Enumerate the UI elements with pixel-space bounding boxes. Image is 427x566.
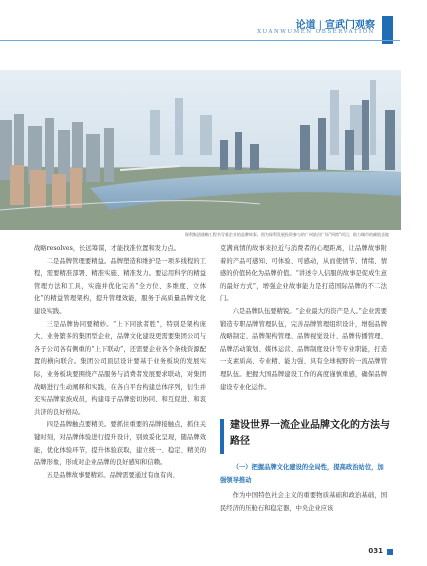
page-number: 031 <box>368 547 383 555</box>
paragraph: 五是品牌故事要精彩。品牌需要通过有血有肉、 <box>46 471 179 479</box>
city-skyline-illustration <box>0 70 401 230</box>
paragraph: 作为中国特色社会主义的重要物质基础和政治基础，国民经济的压舱石和稳定器，中央企业应该 <box>220 492 387 512</box>
paragraph: 六是品牌队伍要精锐。“企业最大的资产是人。”企业需要锻造专职品牌管理队伍，完善品牌管理组织设计，增强品牌战略制定、品牌架构管理、品牌视觉设计、品牌传播管理、品牌活动策划、媒体运营、品牌制度设计等专业职能，打造一支素质高、专业精、能力强、具有全球视野的一流品牌管理队伍。把握大国品牌建设工作的高度谨慎重感，确保品牌建设专业化运作。 <box>220 307 388 391</box>
paragraph: 战略resolves，长远筹谋，才能找准位置和发力点。 <box>34 245 180 252</box>
sub-heading <box>220 462 387 487</box>
sub-heading-text: （一）把握品牌文化建设的全局性，提高政治站位，加强领导推动 <box>220 464 384 484</box>
section-heading-text: 建设世界一流企业品牌文化的方法与路径 <box>230 420 390 447</box>
paragraph: 三是品牌协同要精妙。“上下同欲者胜”，特别是架构庞大、业务繁多的集团型企业，品牌文化建设更需要集团公司与各子公司各有侧重的“上下联动”，还需要企业各个条线资源配置的横向联合。集团公司顶层设计要基于业务板块的发展实际，业务板块要围绕产品服务与消费者发展要求联动，对集团战略进行生动阐释和实践，在各自平台构建总体序列，衍生并充实品牌家族成员，构建母子品牌密切协同、和互促进、和衷共济的良好格局。 <box>34 320 206 416</box>
header-rule <box>0 40 400 41</box>
paragraph: 二是品牌管理要精益。品牌塑造和维护是一项多线程的工程，需要精准部署、精准实施、精准发力。要运用科学的精益管理方法和工具，实施并优化完善“全方位、多维度、立体化”的精益管理架构，提升管理效能，服务于高质量品牌文化建设实践。 <box>34 257 206 315</box>
title-separator: | <box>318 20 322 31</box>
right-text-column <box>220 243 387 394</box>
paragraph: 四是品牌触点要精美。要抓住重要的品牌接触点，抓住关键时刻，对品牌体验进行提升设计，别致妥化呈现，随品牌效能，优化体验环节，提升体验获取，建立统一、稳定、精美的品牌形象，形成对企业品牌的良好感知和信赖。 <box>34 421 206 467</box>
section-name: 论道 <box>295 20 316 31</box>
page-number-marker <box>387 549 393 555</box>
column-name: 宣武门观察 <box>325 20 375 31</box>
column-subtitle: XUANWUMEN OBSERVATION <box>257 29 375 35</box>
right-text-column-2 <box>220 490 387 515</box>
section-heading-bar <box>220 419 224 454</box>
paragraph: 克满真情的故事来拉近与消费者的心理距离，让品牌故事附着的产品可感知、可体验、可感动，从而使情节、情绪、情感的价值转化为品牌价值。“讲述令人信服的故事是促成生意的最好方式”，增强企业故事能力是打造国际品牌的不二法门。 <box>220 245 387 303</box>
city-skyline-photo <box>0 70 401 230</box>
section-heading <box>220 418 390 450</box>
left-text-column <box>34 243 206 482</box>
photo-caption: 保利集团战略工程书写着企业的品牌故事。图为保利发展投资参与的广州滨河广场“四湾”项目，助力城市的颜值圣地 <box>184 232 389 237</box>
